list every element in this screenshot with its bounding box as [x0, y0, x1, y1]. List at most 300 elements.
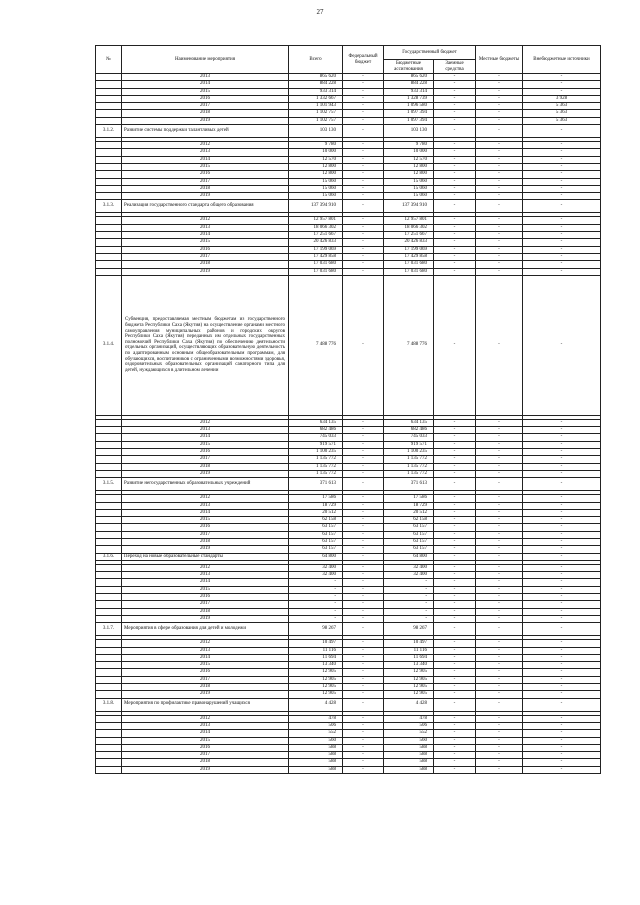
row-local: -	[476, 524, 523, 531]
row-local: -	[476, 502, 523, 509]
row-state-own: 10 497	[384, 640, 434, 647]
row-year: 2017	[122, 178, 289, 185]
row-year: 2013	[122, 572, 289, 579]
row-local: -	[476, 95, 523, 102]
header-state-borrowed: Заемные средства	[434, 60, 476, 74]
row-year: 2017	[122, 601, 289, 608]
row-extra: -	[523, 601, 601, 608]
row-state-own: 17 251 667	[384, 232, 434, 239]
row-state-borrowed: -	[434, 524, 476, 531]
row-extra: -	[523, 193, 601, 200]
row-total: 560	[289, 737, 343, 744]
row-extra: -	[523, 594, 601, 601]
section-extra: -	[523, 553, 601, 560]
row-federal: -	[343, 759, 384, 766]
header-federal: Федеральный бюджет	[343, 46, 384, 74]
row-state-borrowed: -	[434, 586, 476, 593]
table-row	[96, 730, 601, 737]
row-year: 2012	[122, 217, 289, 224]
row-state-borrowed: -	[434, 103, 476, 110]
row-total: 32 400	[289, 564, 343, 571]
section-state-borrowed: -	[434, 698, 476, 711]
section-state-own: 98 267	[384, 623, 434, 636]
row-state-borrowed: -	[434, 546, 476, 553]
row-no-cell	[96, 495, 122, 502]
row-no-cell	[96, 546, 122, 553]
row-extra: -	[523, 669, 601, 676]
row-no-cell	[96, 752, 122, 759]
row-extra: -	[523, 441, 601, 448]
row-local: -	[476, 193, 523, 200]
row-extra: -	[523, 715, 601, 722]
row-state-own: 32 400	[384, 572, 434, 579]
table-row	[96, 538, 601, 545]
row-year: 2015	[122, 163, 289, 170]
row-no-cell	[96, 142, 122, 149]
row-year: 2016	[122, 449, 289, 456]
row-year: 2013	[122, 149, 289, 156]
row-state-own: 1 097 394	[384, 110, 434, 117]
row-year: 2012	[122, 640, 289, 647]
row-state-borrowed: -	[434, 715, 476, 722]
row-year: 2014	[122, 654, 289, 661]
section-code: 3.1.6.	[96, 553, 122, 560]
row-federal: -	[343, 142, 384, 149]
table-row	[96, 142, 601, 149]
row-state-own: 682 486	[384, 427, 434, 434]
row-federal: -	[343, 449, 384, 456]
row-no-cell	[96, 662, 122, 669]
row-year: 2017	[122, 531, 289, 538]
row-extra: -	[523, 163, 601, 170]
row-local: -	[476, 103, 523, 110]
row-local: -	[476, 470, 523, 477]
row-total: 17 251 667	[289, 232, 343, 239]
row-no-cell	[96, 193, 122, 200]
row-federal: -	[343, 185, 384, 192]
section-state-own: 7 488 776	[384, 275, 434, 415]
row-extra: -	[523, 517, 601, 524]
table-row	[96, 253, 601, 260]
row-federal: -	[343, 524, 384, 531]
row-no-cell	[96, 246, 122, 253]
section-federal: -	[343, 125, 384, 138]
row-state-own: 1 135 772	[384, 456, 434, 463]
row-total: 933 314	[289, 88, 343, 95]
row-state-borrowed: -	[434, 88, 476, 95]
row-total: 12 905	[289, 691, 343, 698]
section-local: -	[476, 200, 523, 213]
row-state-own: 12 905	[384, 669, 434, 676]
row-extra: 5 363	[523, 110, 601, 117]
row-local: -	[476, 684, 523, 691]
row-federal: -	[343, 470, 384, 477]
row-year: 2014	[122, 156, 289, 163]
table-row	[96, 766, 601, 773]
row-extra: -	[523, 224, 601, 231]
row-extra: -	[523, 546, 601, 553]
row-federal: -	[343, 81, 384, 88]
row-total: 63 157	[289, 538, 343, 545]
table-row	[96, 441, 601, 448]
section-code: 3.1.2.	[96, 125, 122, 138]
section-total: 64 800	[289, 553, 343, 560]
row-year: 2012	[122, 564, 289, 571]
row-year: 2019	[122, 615, 289, 622]
row-state-borrowed: -	[434, 239, 476, 246]
row-state-borrowed: -	[434, 647, 476, 654]
row-state-own: -	[384, 608, 434, 615]
row-total: -	[289, 594, 343, 601]
table-row	[96, 95, 601, 102]
section-federal: -	[343, 478, 384, 491]
table-row	[96, 110, 601, 117]
row-state-borrowed: -	[434, 495, 476, 502]
row-local: -	[476, 662, 523, 669]
row-year: 2018	[122, 608, 289, 615]
row-total: 506	[289, 722, 343, 729]
row-year: 2017	[122, 103, 289, 110]
row-state-own: 32 400	[384, 564, 434, 571]
table-row	[96, 517, 601, 524]
row-no-cell	[96, 88, 122, 95]
row-extra: -	[523, 722, 601, 729]
row-year: 2014	[122, 232, 289, 239]
table-row	[96, 268, 601, 275]
row-federal: -	[343, 691, 384, 698]
row-total: 10 000	[289, 149, 343, 156]
row-total: 12 905	[289, 669, 343, 676]
table-row	[96, 74, 601, 81]
row-total: 12 570	[289, 156, 343, 163]
section-state-borrowed: -	[434, 478, 476, 491]
row-state-own: 12 905	[384, 691, 434, 698]
row-federal: -	[343, 715, 384, 722]
table-row	[96, 572, 601, 579]
row-state-own: 588	[384, 759, 434, 766]
row-state-borrowed: -	[434, 608, 476, 615]
row-year: 2019	[122, 268, 289, 275]
row-state-borrowed: -	[434, 766, 476, 773]
row-local: -	[476, 261, 523, 268]
row-extra: -	[523, 737, 601, 744]
row-extra: -	[523, 509, 601, 516]
row-extra: -	[523, 640, 601, 647]
row-no-cell	[96, 427, 122, 434]
row-state-borrowed: -	[434, 752, 476, 759]
row-state-borrowed: -	[434, 268, 476, 275]
row-federal: -	[343, 268, 384, 275]
row-federal: -	[343, 669, 384, 676]
row-extra: -	[523, 246, 601, 253]
section-title: Развитие негосударственных образовательных учреждений	[122, 478, 289, 491]
row-federal: -	[343, 419, 384, 426]
row-extra: -	[523, 654, 601, 661]
row-total: 1 101 943	[289, 103, 343, 110]
row-state-borrowed: -	[434, 615, 476, 622]
row-no-cell	[96, 601, 122, 608]
table-row	[96, 495, 601, 502]
row-local: -	[476, 546, 523, 553]
row-state-own: 15 060	[384, 185, 434, 192]
section-local: -	[476, 623, 523, 636]
row-state-own: 11 116	[384, 647, 434, 654]
row-total: 17 586	[289, 495, 343, 502]
row-year: 2012	[122, 495, 289, 502]
row-no-cell	[96, 564, 122, 571]
section-total: 4 428	[289, 698, 343, 711]
row-year: 2018	[122, 185, 289, 192]
section-state-borrowed: -	[434, 623, 476, 636]
section-state-own: 4 428	[384, 698, 434, 711]
table-row	[96, 579, 601, 586]
row-extra: 5 363	[523, 103, 601, 110]
row-year: 2016	[122, 246, 289, 253]
table-row	[96, 654, 601, 661]
row-state-own: 18 729	[384, 502, 434, 509]
row-total: 552	[289, 730, 343, 737]
row-state-own: 20 426 833	[384, 239, 434, 246]
row-state-borrowed: -	[434, 579, 476, 586]
row-total: 15 060	[289, 185, 343, 192]
row-state-own: 15 060	[384, 193, 434, 200]
row-local: -	[476, 178, 523, 185]
section-row	[96, 553, 601, 560]
row-total: 11 116	[289, 647, 343, 654]
row-total: 12 800	[289, 163, 343, 170]
row-total: 588	[289, 766, 343, 773]
row-state-borrowed: -	[434, 117, 476, 124]
section-code: 3.1.8.	[96, 698, 122, 711]
row-total: 478	[289, 715, 343, 722]
row-federal: -	[343, 193, 384, 200]
section-row	[96, 698, 601, 711]
row-extra: -	[523, 253, 601, 260]
row-federal: -	[343, 572, 384, 579]
section-total: 103 130	[289, 125, 343, 138]
row-state-own: 17 199 069	[384, 246, 434, 253]
row-federal: -	[343, 676, 384, 683]
row-state-own: 63 157	[384, 524, 434, 531]
row-year: 2016	[122, 524, 289, 531]
row-year: 2014	[122, 81, 289, 88]
row-federal: -	[343, 224, 384, 231]
row-extra: -	[523, 470, 601, 477]
table-row	[96, 524, 601, 531]
row-no-cell	[96, 691, 122, 698]
row-state-own: 1 096 580	[384, 103, 434, 110]
row-state-borrowed: -	[434, 449, 476, 456]
row-year: 2015	[122, 662, 289, 669]
table-row	[96, 759, 601, 766]
row-state-own: -	[384, 615, 434, 622]
row-state-own: 634 135	[384, 419, 434, 426]
section-total: 98 267	[289, 623, 343, 636]
header-local: Местные бюджеты	[476, 46, 523, 74]
table-row	[96, 156, 601, 163]
row-state-borrowed: -	[434, 470, 476, 477]
row-state-own: -	[384, 594, 434, 601]
row-year: 2017	[122, 676, 289, 683]
row-extra: -	[523, 456, 601, 463]
row-federal: -	[343, 766, 384, 773]
row-federal: -	[343, 586, 384, 593]
row-local: -	[476, 759, 523, 766]
row-state-own: 9 780	[384, 142, 434, 149]
row-year: 2018	[122, 538, 289, 545]
row-federal: -	[343, 509, 384, 516]
row-extra: -	[523, 579, 601, 586]
row-no-cell	[96, 171, 122, 178]
row-no-cell	[96, 586, 122, 593]
row-extra: -	[523, 463, 601, 470]
table-row	[96, 737, 601, 744]
row-federal: -	[343, 261, 384, 268]
row-state-own: 506	[384, 722, 434, 729]
section-state-borrowed: -	[434, 125, 476, 138]
row-total: 1 102 757	[289, 117, 343, 124]
row-total: 17 031 680	[289, 261, 343, 268]
row-state-own: 865 620	[384, 74, 434, 81]
section-title: Субвенция, предоставляемая местным бюджетам из государственного бюджета Республики Саха (Якутия) на осуществление органами местного самоуправления муниципальных районов и городских округов Республики Саха (Якутия) переданных им отдельных государственных полномочий Республики Саха (Якутия) по обеспечению деятельности отдельных организаций, осуществляющих образовательную деятельность по адаптированным основным общеобразовательным программам, для обучающихся, воспитанников с ограниченными возможностями здоровья, оздоровительных образовательных организаций санаторного типа для детей, нуждающихся в длительном лечении	[122, 275, 289, 415]
row-state-own: 12 905	[384, 676, 434, 683]
row-federal: -	[343, 601, 384, 608]
table-row	[96, 224, 601, 231]
row-total: 12 905	[289, 684, 343, 691]
row-federal: -	[343, 495, 384, 502]
row-total: 588	[289, 752, 343, 759]
row-no-cell	[96, 253, 122, 260]
row-state-borrowed: -	[434, 427, 476, 434]
row-local: -	[476, 564, 523, 571]
row-state-own: 588	[384, 766, 434, 773]
row-state-own: 588	[384, 744, 434, 751]
row-year: 2017	[122, 253, 289, 260]
row-extra: -	[523, 586, 601, 593]
table-row	[96, 684, 601, 691]
row-state-own: 884 228	[384, 81, 434, 88]
row-year: 2018	[122, 463, 289, 470]
row-state-borrowed: -	[434, 163, 476, 170]
row-extra: -	[523, 74, 601, 81]
row-state-borrowed: -	[434, 217, 476, 224]
row-no-cell	[96, 684, 122, 691]
row-extra: -	[523, 268, 601, 275]
section-state-borrowed: -	[434, 200, 476, 213]
table-row	[96, 456, 601, 463]
table-row	[96, 647, 601, 654]
row-year: 2013	[122, 427, 289, 434]
row-state-own: -	[384, 579, 434, 586]
table-row	[96, 640, 601, 647]
row-extra: -	[523, 88, 601, 95]
row-state-borrowed: -	[434, 759, 476, 766]
row-total: -	[289, 601, 343, 608]
row-total: 12 905	[289, 676, 343, 683]
row-state-borrowed: -	[434, 178, 476, 185]
row-federal: -	[343, 239, 384, 246]
row-state-borrowed: -	[434, 171, 476, 178]
section-row	[96, 623, 601, 636]
row-federal: -	[343, 737, 384, 744]
row-no-cell	[96, 178, 122, 185]
row-no-cell	[96, 261, 122, 268]
row-total: 9 780	[289, 142, 343, 149]
row-extra: -	[523, 691, 601, 698]
row-no-cell	[96, 419, 122, 426]
row-extra: -	[523, 766, 601, 773]
row-local: -	[476, 615, 523, 622]
section-code: 3.1.7.	[96, 623, 122, 636]
row-state-borrowed: -	[434, 737, 476, 744]
row-state-borrowed: -	[434, 149, 476, 156]
row-total: 12 957 801	[289, 217, 343, 224]
row-extra: -	[523, 744, 601, 751]
row-extra: -	[523, 524, 601, 531]
row-state-own: 17 031 680	[384, 268, 434, 275]
row-state-borrowed: -	[434, 594, 476, 601]
row-total: 1 135 772	[289, 470, 343, 477]
row-state-borrowed: -	[434, 538, 476, 545]
row-no-cell	[96, 449, 122, 456]
row-no-cell	[96, 156, 122, 163]
row-total: 15 060	[289, 178, 343, 185]
section-federal: -	[343, 623, 384, 636]
section-total: 7 488 776	[289, 275, 343, 415]
row-year: 2019	[122, 470, 289, 477]
row-no-cell	[96, 456, 122, 463]
section-code: 3.1.3.	[96, 200, 122, 213]
row-state-borrowed: -	[434, 509, 476, 516]
row-state-borrowed: -	[434, 74, 476, 81]
row-local: -	[476, 579, 523, 586]
table-row	[96, 217, 601, 224]
row-extra: -	[523, 572, 601, 579]
row-year: 2019	[122, 691, 289, 698]
row-total: 884 228	[289, 81, 343, 88]
row-state-own: 63 157	[384, 531, 434, 538]
header-no: №	[96, 46, 122, 74]
table-row	[96, 239, 601, 246]
row-federal: -	[343, 564, 384, 571]
section-federal: -	[343, 275, 384, 415]
row-local: -	[476, 117, 523, 124]
header-state-budget: Государственный бюджет	[384, 46, 476, 60]
header-state-own: Бюджетные ассигнования	[384, 60, 434, 74]
row-federal: -	[343, 117, 384, 124]
row-federal: -	[343, 463, 384, 470]
row-federal: -	[343, 662, 384, 669]
row-no-cell	[96, 524, 122, 531]
row-no-cell	[96, 110, 122, 117]
row-year: 2016	[122, 95, 289, 102]
row-no-cell	[96, 434, 122, 441]
row-year: 2015	[122, 517, 289, 524]
table-row	[96, 246, 601, 253]
row-extra: -	[523, 662, 601, 669]
row-no-cell	[96, 640, 122, 647]
row-total: -	[289, 615, 343, 622]
table-row	[96, 546, 601, 553]
row-no-cell	[96, 730, 122, 737]
row-local: -	[476, 246, 523, 253]
row-year: 2013	[122, 722, 289, 729]
row-year: 2016	[122, 669, 289, 676]
row-state-own: 20 512	[384, 509, 434, 516]
row-federal: -	[343, 441, 384, 448]
row-federal: -	[343, 502, 384, 509]
row-no-cell	[96, 608, 122, 615]
